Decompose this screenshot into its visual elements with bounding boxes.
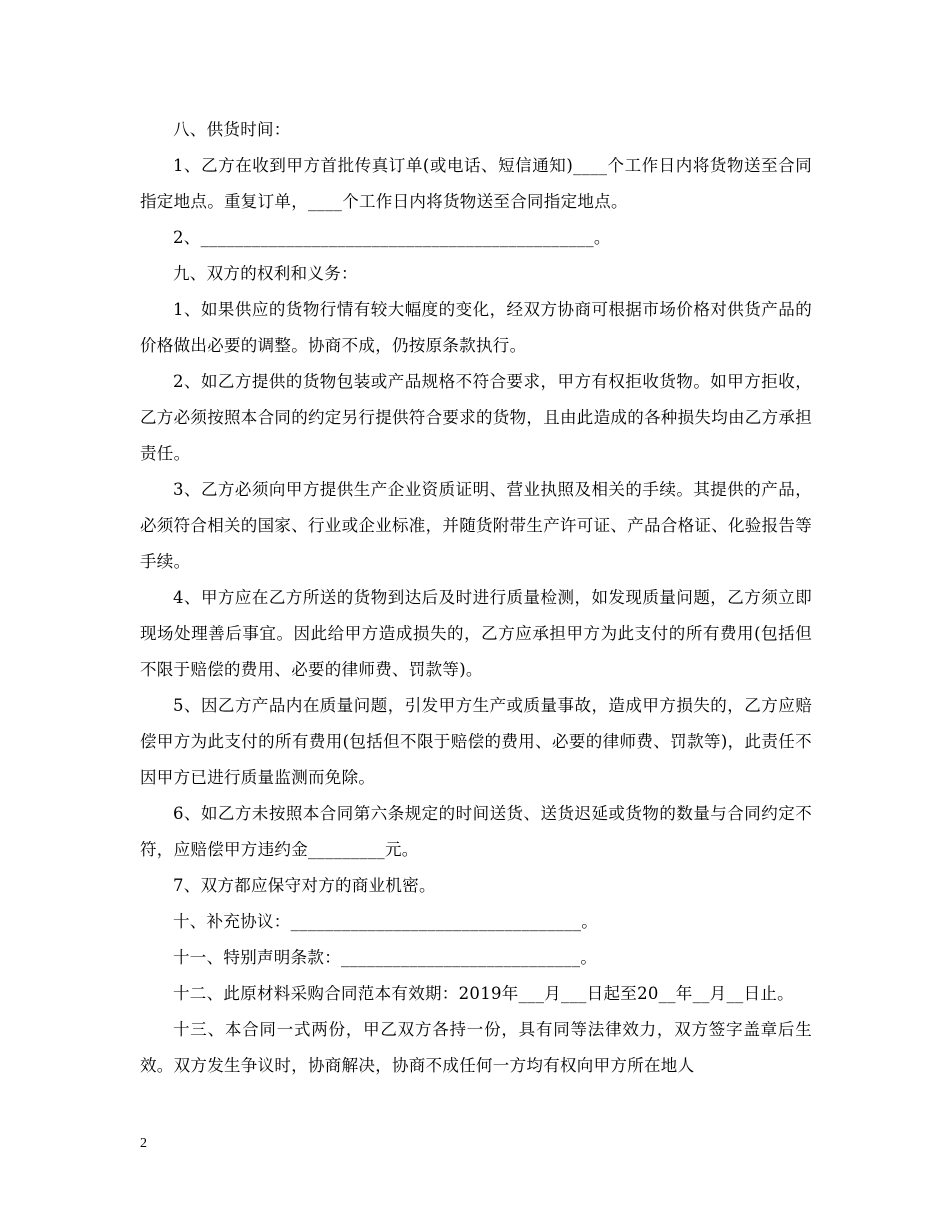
clause-paragraph: 7、双方都应保守对方的商业机密。 bbox=[173, 876, 436, 895]
clause-paragraph: 2、______________________________________________。 bbox=[173, 228, 611, 247]
section-heading-copies-and-disputes: 十三、本合同一式两份，甲乙双方各持一份，具有同等法律效力，双方签字盖章后生效。双方发生争议时，协商解决，协商不成任何一方均有权向甲方所在地人 bbox=[140, 1020, 812, 1075]
section-heading-rights-obligations: 九、双方的权利和义务： bbox=[173, 264, 358, 283]
page-number: 2 bbox=[140, 1136, 147, 1151]
clause-paragraph: 1、乙方在收到甲方首批传真订单(或电话、短信通知)____个工作日内将货物送至合同指定地点。重复订单，____个工作日内将货物送至合同指定地点。 bbox=[140, 156, 812, 211]
contract-body bbox=[140, 112, 812, 1084]
clause-paragraph: 3、乙方必须向甲方提供生产企业资质证明、营业执照及相关的手续。其提供的产品，必须符合相关的国家、行业或企业标准，并随货附带生产许可证、产品合格证、化验报告等手续。 bbox=[140, 480, 812, 571]
section-heading-validity-period: 十二、此原材料采购合同范本有效期：2019年___月___日起至20__年__月__日止。 bbox=[173, 984, 794, 1003]
section-heading-special-statement: 十一、特别声明条款：____________________________。 bbox=[173, 948, 598, 967]
section-heading-supplementary-agreement: 十、补充协议：__________________________________。 bbox=[173, 912, 599, 931]
section-heading-supply-time: 八、供货时间： bbox=[173, 120, 291, 139]
clause-paragraph: 5、因乙方产品内在质量问题，引发甲方生产或质量事故，造成甲方损失的，乙方应赔偿甲方为此支付的所有费用(包括但不限于赔偿的费用、必要的律师费、罚款等)，此责任不因甲方已进行质量监测而免除。 bbox=[140, 696, 812, 787]
clause-paragraph: 4、甲方应在乙方所送的货物到达后及时进行质量检测，如发现质量问题，乙方须立即现场处理善后事宜。因此给甲方造成损失的，乙方应承担甲方为此支付的所有费用(包括但不限于赔偿的费用、必要的律师费、罚款等)。 bbox=[140, 588, 812, 679]
clause-paragraph: 6、如乙方未按照本合同第六条规定的时间送货、送货迟延或货物的数量与合同约定不符，应赔偿甲方违约金_________元。 bbox=[140, 804, 812, 859]
clause-paragraph: 2、如乙方提供的货物包装或产品规格不符合要求，甲方有权拒收货物。如甲方拒收，乙方必须按照本合同的约定另行提供符合要求的货物，且由此造成的各种损失均由乙方承担责任。 bbox=[140, 372, 812, 463]
clause-paragraph: 1、如果供应的货物行情有较大幅度的变化，经双方协商可根据市场价格对供货产品的价格做出必要的调整。协商不成，仍按原条款执行。 bbox=[140, 300, 812, 355]
